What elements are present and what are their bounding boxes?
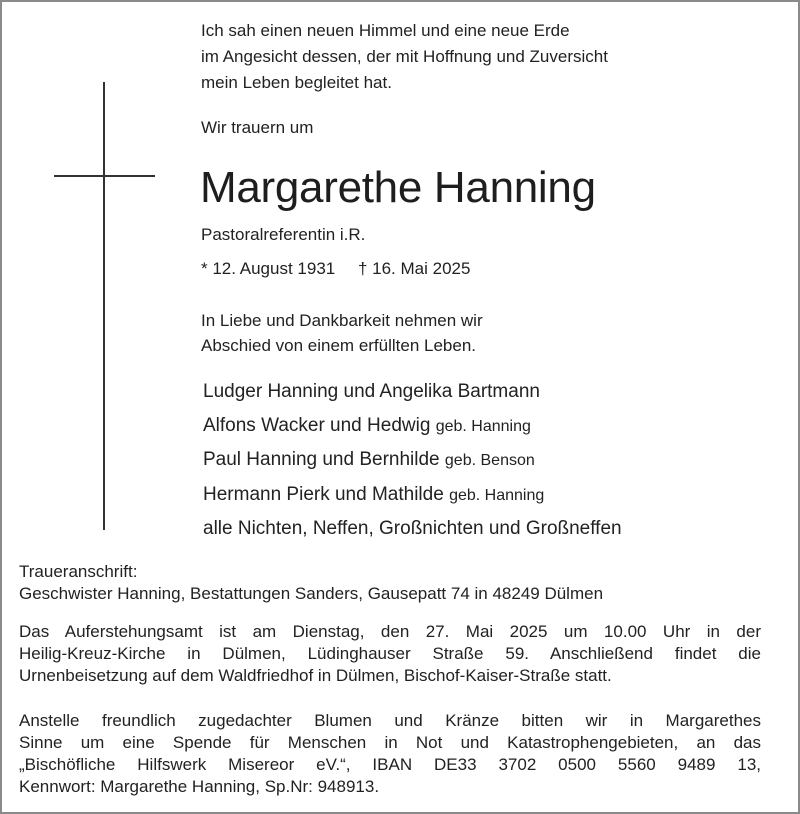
family-member: Hermann Pierk und Mathilde geb. Hanning (203, 483, 545, 505)
farewell-line: In Liebe und Dankbarkeit nehmen wir (201, 311, 483, 330)
family-member: alle Nichten, Neffen, Großnichten und Großneffen (203, 518, 622, 539)
farewell-line: Abschied von einem erfüllten Leben. (201, 336, 477, 355)
donation-line: „Bischöfliche Hilfswerk Misereor eV.“, IBAN DE33 3702 0500 5560 9489 13, (19, 755, 761, 774)
birth-date: * 12. August 1931 (201, 259, 336, 278)
service-line: Das Auferstehungsamt ist am Dienstag, den 27. Mai 2025 um 10.00 Uhr in der (19, 622, 761, 641)
address-label: Traueranschrift: (19, 562, 138, 581)
family-member: Ludger Hanning und Angelika Bartmann (203, 381, 540, 402)
donation-line: Anstelle freundlich zugedachter Blumen und Kränze bitten wir in Margarethes (19, 711, 761, 730)
life-dates (201, 259, 470, 279)
mourning-address (19, 561, 761, 605)
cross-icon-vertical (103, 82, 105, 530)
deceased-title: Pastoralreferentin i.R. (201, 225, 366, 244)
death-date: † 16. Mai 2025 (357, 259, 471, 278)
quote-line: Ich sah einen neuen Himmel und eine neue Erde (201, 21, 570, 40)
farewell-text (201, 308, 483, 358)
maiden-name: geb. Benson (444, 452, 535, 469)
funeral-service-info (19, 621, 761, 687)
maiden-name: geb. Hanning (435, 417, 531, 435)
cross-icon-horizontal (54, 175, 155, 177)
bible-quote (201, 18, 608, 96)
service-line: Urnenbeisetzung auf dem Waldfriedhof in Dülmen, Bischof-Kaiser-Straße statt. (19, 666, 612, 685)
donation-line: Sinne um eine Spende für Menschen in Not und Katastrophengebieten, an das (19, 733, 761, 752)
service-line: Heilig-Kreuz-Kirche in Dülmen, Lüdinghauser Straße 59. Anschließend findet die (19, 644, 761, 663)
family-member: Alfons Wacker und Hedwig geb. Hanning (203, 414, 531, 436)
family-list (203, 375, 622, 546)
maiden-name: geb. Hanning (449, 486, 545, 504)
donation-line: Kennwort: Margarethe Hanning, Sp.Nr: 948913. (19, 777, 380, 796)
family-member: Paul Hanning und Bernhilde geb. Benson (203, 449, 535, 470)
quote-line: im Angesicht dessen, der mit Hoffnung und Zuversicht (201, 47, 608, 66)
address-text: Geschwister Hanning, Bestattungen Sanders, Gausepatt 74 in 48249 Dülmen (19, 584, 604, 603)
deceased-name: Margarethe Hanning (200, 163, 596, 212)
donation-info (19, 710, 761, 798)
quote-line: mein Leben begleitet hat. (201, 73, 392, 92)
mourning-intro: Wir trauern um (201, 118, 314, 137)
